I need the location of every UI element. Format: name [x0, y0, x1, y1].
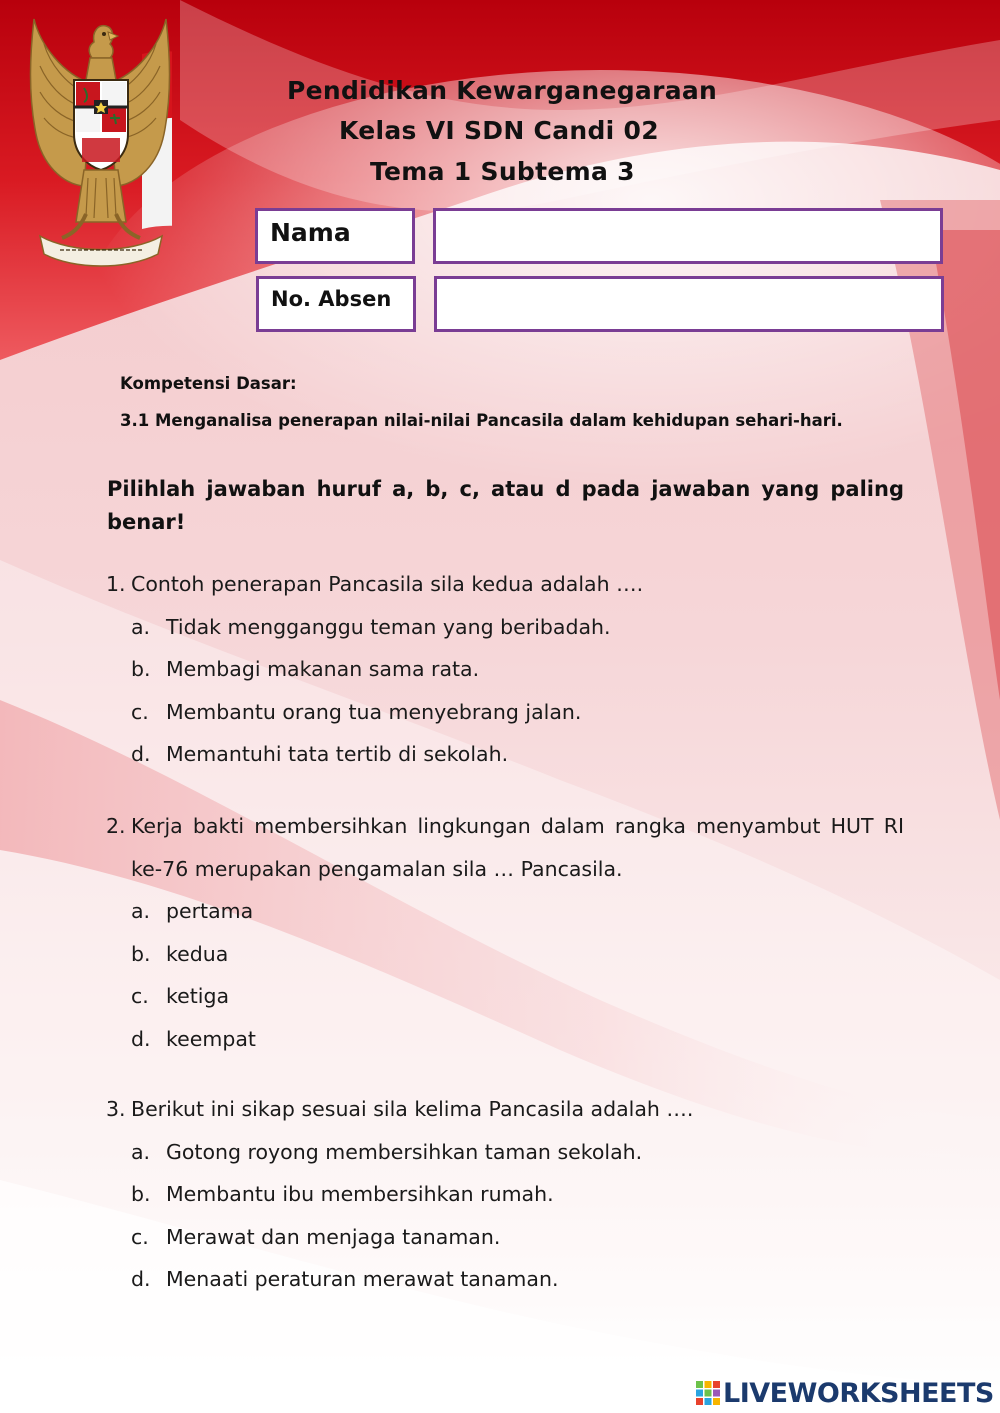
- question-3: [106, 1088, 904, 1301]
- absen-input[interactable]: [434, 276, 944, 332]
- question-number: 3.: [106, 1097, 126, 1121]
- subject-title: Pendidikan Kewarganegaraan: [287, 76, 718, 105]
- option-b[interactable]: [106, 1173, 904, 1216]
- option-text: Memantuhi tata tertib di sekolah.: [166, 742, 509, 767]
- option-text: kedua: [166, 941, 229, 966]
- watermark-text: LIVEWORKSHEETS: [723, 1377, 994, 1409]
- option-letter: c.: [131, 984, 149, 1009]
- option-d[interactable]: [106, 1258, 904, 1301]
- option-text: Membantu orang tua menyebrang jalan.: [166, 699, 582, 724]
- option-a[interactable]: [106, 890, 904, 933]
- question-text: Contoh penerapan Pancasila sila kedua adalah ….: [131, 572, 644, 596]
- option-a[interactable]: [106, 606, 904, 649]
- option-text: ketiga: [166, 984, 230, 1009]
- option-letter: b.: [131, 941, 151, 966]
- option-b[interactable]: [106, 648, 904, 691]
- question-number: 2.: [106, 814, 126, 838]
- question-2: [106, 805, 904, 1060]
- option-d[interactable]: [106, 733, 904, 776]
- option-text: keempat: [166, 1026, 256, 1051]
- option-a[interactable]: [106, 1131, 904, 1174]
- class-title: Kelas VI SDN Candi 02: [339, 116, 659, 145]
- name-input[interactable]: [433, 208, 943, 264]
- option-text: Merawat dan menjaga tanaman.: [166, 1224, 501, 1249]
- theme-title: Tema 1 Subtema 3: [370, 157, 635, 186]
- option-letter: d.: [131, 1026, 151, 1051]
- option-c[interactable]: [106, 1216, 904, 1259]
- absen-label: No. Absen: [271, 287, 392, 311]
- option-letter: a.: [131, 1139, 151, 1164]
- option-letter: a.: [131, 614, 151, 639]
- option-text: Gotong royong membersihkan taman sekolah.: [166, 1139, 643, 1164]
- option-c[interactable]: [106, 975, 904, 1018]
- option-letter: c.: [131, 699, 149, 724]
- option-text: Tidak mengganggu teman yang beribadah.: [166, 614, 611, 639]
- option-letter: d.: [131, 1267, 151, 1292]
- question-text: Kerja bakti membersihkan lingkungan dalam rangka menyambut HUT RI ke-76 merupakan pengamalan sila … Pancasila.: [131, 814, 904, 881]
- option-b[interactable]: [106, 933, 904, 976]
- option-text: Membantu ibu membersihkan rumah.: [166, 1182, 554, 1207]
- option-text: Menaati peraturan merawat tanaman.: [166, 1267, 559, 1292]
- kompetensi-text: 3.1 Menganalisa penerapan nilai-nilai Pancasila dalam kehidupan sehari-hari.: [120, 411, 843, 430]
- option-letter: b.: [131, 657, 151, 682]
- liveworksheets-watermark: [696, 1376, 994, 1410]
- option-c[interactable]: [106, 691, 904, 734]
- garuda-emblem-icon: [22, 14, 172, 276]
- question-number: 1.: [106, 572, 126, 596]
- option-letter: c.: [131, 1224, 149, 1249]
- option-text: pertama: [166, 899, 254, 923]
- option-letter: a.: [131, 899, 151, 923]
- option-text: Membagi makanan sama rata.: [166, 657, 480, 682]
- option-letter: d.: [131, 742, 151, 767]
- kompetensi-title: Kompetensi Dasar:: [120, 374, 297, 393]
- liveworksheets-logo-icon: [696, 1381, 720, 1405]
- option-letter: b.: [131, 1182, 151, 1207]
- instruction-text: Pilihlah jawaban huruf a, b, c, atau d pada jawaban yang paling benar!: [107, 477, 904, 534]
- question-text: Berikut ini sikap sesuai sila kelima Pancasila adalah ….: [131, 1097, 694, 1121]
- name-label: Nama: [270, 218, 351, 247]
- option-d[interactable]: [106, 1018, 904, 1061]
- question-1: [106, 563, 904, 776]
